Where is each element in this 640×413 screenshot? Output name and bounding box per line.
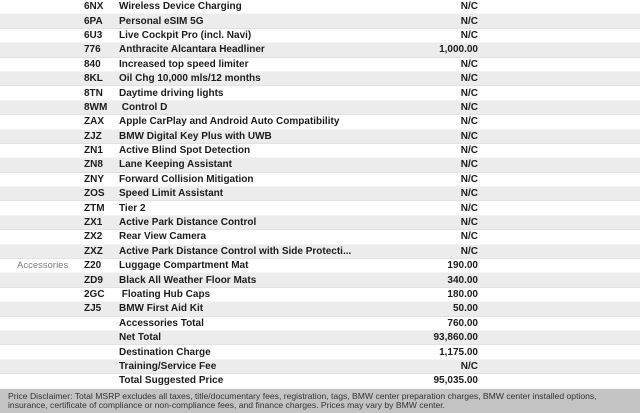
option-code: 2GC: [84, 289, 105, 300]
option-description: Total Suggested Price: [119, 375, 224, 387]
option-price: N/C: [460, 173, 478, 185]
option-description: Training/Service Fee: [119, 360, 217, 372]
option-price: N/C: [460, 15, 478, 27]
table-row: [0, 144, 640, 158]
option-description: Control D: [119, 101, 168, 113]
option-description: Personal eSIM 5G: [119, 15, 204, 27]
table-row: [0, 317, 640, 331]
price-disclaimer: Price Disclaimer: Total MSRP excludes all taxes, title/documentary fees, registration, tags, BMW center preparation charges, BMW center installed options, insurance, certificate of compliance or non-compliance fees, and finance charges. Prices may vary by BMW center.: [0, 389, 640, 413]
table-row: [0, 43, 640, 57]
option-code: ZN1: [84, 145, 103, 157]
option-code: 6U3: [84, 29, 103, 41]
option-description: Apple CarPlay and Android Auto Compatibility: [119, 116, 340, 128]
option-price: N/C: [460, 159, 478, 171]
table-row: [0, 273, 640, 287]
option-price: 1,000.00: [439, 44, 478, 56]
category-label: Accessories: [17, 260, 69, 272]
option-code: ZXZ: [84, 245, 103, 257]
option-price: N/C: [460, 130, 478, 142]
table-row: [0, 331, 640, 345]
option-price: N/C: [460, 145, 478, 157]
option-description: Lane Keeping Assistant: [119, 159, 232, 171]
option-description: Forward Collision Mitigation: [119, 173, 254, 185]
option-description: BMW First Aid Kit: [119, 303, 204, 315]
table-row: [0, 201, 640, 215]
table-row: [0, 288, 640, 302]
option-code: ZNY: [84, 173, 104, 185]
option-code: 6PA: [84, 15, 103, 27]
option-price: 1,175.00: [439, 346, 478, 358]
option-description: Daytime driving lights: [119, 87, 224, 99]
option-code: 776: [84, 44, 101, 56]
option-price: 760.00: [447, 317, 478, 329]
option-description: Live Cockpit Pro (incl. Navi): [119, 29, 252, 41]
option-price: N/C: [460, 1, 478, 13]
option-price: N/C: [460, 231, 478, 243]
option-code: 8TN: [84, 87, 103, 99]
table-row: [0, 86, 640, 100]
option-description: BMW Digital Key Plus with UWB: [119, 130, 272, 142]
table-row: [0, 187, 640, 201]
option-description: Oil Chg 10,000 mls/12 months: [119, 73, 261, 85]
option-description: Active Park Distance Control with Side Protecti...: [119, 245, 352, 257]
option-price: 190.00: [447, 260, 478, 272]
option-description: Floating Hub Caps: [119, 289, 211, 300]
option-description: Rear View Camera: [119, 231, 207, 243]
option-code: ZJ5: [84, 303, 102, 315]
table-row: [0, 360, 640, 374]
table-row: [0, 216, 640, 230]
table-row: [0, 374, 640, 388]
option-code: ZD9: [84, 274, 103, 286]
option-code: ZTM: [84, 202, 105, 214]
option-code: 8KL: [84, 73, 103, 85]
option-price: 340.00: [447, 274, 478, 286]
option-price: N/C: [460, 202, 478, 214]
option-description: Tier 2: [119, 202, 146, 214]
option-description: Active Blind Spot Detection: [119, 145, 251, 157]
option-description: Increased top speed limiter: [119, 58, 249, 70]
option-price: N/C: [460, 73, 478, 85]
table-row: [0, 101, 640, 115]
table-row: [0, 115, 640, 129]
option-price: N/C: [460, 29, 478, 41]
option-price: N/C: [460, 101, 478, 113]
option-code: ZAX: [84, 116, 104, 128]
option-price: N/C: [460, 58, 478, 70]
option-price: N/C: [460, 217, 478, 229]
option-description: Anthracite Alcantara Headliner: [119, 44, 265, 56]
table-row: [0, 29, 640, 43]
table-row: [0, 158, 640, 172]
option-price: 180.00: [447, 289, 478, 300]
option-price: 50.00: [452, 303, 478, 315]
table-row: [0, 302, 640, 316]
table-row: [0, 0, 640, 14]
option-description: Wireless Device Charging: [119, 1, 242, 13]
option-price: 95,035.00: [433, 375, 478, 387]
option-description: Accessories Total: [119, 317, 204, 329]
option-code: ZX2: [84, 231, 103, 243]
option-price: 93,860.00: [433, 332, 478, 344]
option-description: Destination Charge: [119, 346, 211, 358]
option-description: Net Total: [119, 332, 162, 344]
table-row: [0, 230, 640, 244]
option-description: Black All Weather Floor Mats: [119, 274, 257, 286]
option-code: Z20: [84, 260, 102, 272]
option-price: N/C: [460, 116, 478, 128]
option-code: 840: [84, 58, 101, 70]
option-code: ZN8: [84, 159, 103, 171]
table-row: [0, 259, 640, 273]
option-code: ZJZ: [84, 130, 102, 142]
option-price: N/C: [460, 87, 478, 99]
option-code: ZOS: [84, 188, 105, 200]
table-row: [0, 130, 640, 144]
table-row: [0, 245, 640, 259]
option-code: 6NX: [84, 1, 104, 13]
table-row: [0, 345, 640, 359]
table-row: [0, 72, 640, 86]
option-price: N/C: [460, 360, 478, 372]
option-code: ZX1: [84, 217, 103, 229]
table-row: [0, 173, 640, 187]
option-description: Active Park Distance Control: [119, 217, 257, 229]
table-row: [0, 14, 640, 28]
option-description: Speed Limit Assistant: [119, 188, 224, 200]
table-row: [0, 58, 640, 72]
option-description: Luggage Compartment Mat: [119, 260, 249, 272]
option-price: N/C: [460, 188, 478, 200]
option-code: 8WM: [84, 101, 108, 113]
option-price: N/C: [460, 245, 478, 257]
